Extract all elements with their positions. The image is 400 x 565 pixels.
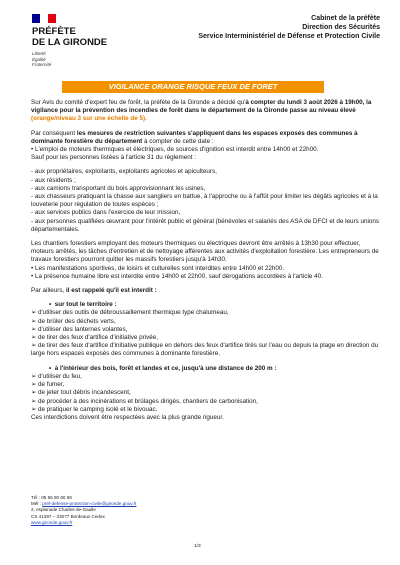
territory-item: ➢ de tirer des feux d'artifice d'initiative privée, <box>31 334 159 342</box>
prefecture-logo <box>32 14 112 68</box>
flag-white-stripe <box>40 14 48 23</box>
footer-address-1: 2, esplanade Charles-de-Gaulle <box>31 507 96 513</box>
footer-website-link[interactable]: www.gironde.gouv.fr <box>31 519 73 525</box>
flag-red-stripe <box>48 14 56 23</box>
vigilance-level-text: (orange/niveau 3 sur une échelle de 5) <box>31 115 146 123</box>
reminder-line <box>31 287 381 295</box>
intro-paragraph <box>31 99 381 124</box>
header-cabinet: Cabinet de la préfète <box>311 15 380 22</box>
notice-body <box>31 99 381 422</box>
exception-item: - aux services publics dans l'exercice de leur mission, <box>31 209 181 217</box>
presence-rule: • La présence humaine libre est interdite entre 14h00 et 22h00, sauf dérogations accordées à l'article 40. <box>31 272 323 280</box>
consequence-paragraph <box>31 130 381 146</box>
territory-item: ➢ d'utiliser des lanternes volantes, <box>31 325 128 333</box>
intro-end: . <box>145 115 147 123</box>
footer-mel-label: Mél : <box>31 501 43 507</box>
intro-text: Sur Avis du comité d'expert feu de forêt, la préfète de la Gironde a décidé qu' <box>31 99 246 106</box>
exceptions-intro: Sauf pour les personnes listées à l'article 31 du règlement : <box>31 154 197 162</box>
worksites-paragraph: Les chantiers forestiers employant des moteurs thermiques ou électriques devront être arrêtés à 13h30 pour effectuer, moteurs arrêtés, les tâches d'entretien et de nettoyage afférentes aux activités d'exploitation forestière. Les entrepreneurs de travaux forestiers pourront quitter les massifs forestiers jusqu'à 14h30. <box>31 240 379 264</box>
forest-item: ➢ de fumer, <box>31 381 65 389</box>
footer-tel: Tél : 05 56 90 60 69 <box>31 495 72 500</box>
closing-line: Ces interdictions doivent être respectées avec la plus grande rigueur. <box>31 413 224 421</box>
consequence-bold: les mesures de restriction suivantes s'appliquent dans les espaces exposés des communes à dominante forestière du département <box>31 129 358 145</box>
forest-item: ➢ d'utiliser du feu, <box>31 372 82 380</box>
forest-heading: • à l'intérieur des bois, forêt et landes et ce, jusqu'à une distance de 200 m : <box>49 364 277 372</box>
territory-item: ➢ de tirer des feux d'artifice d'initiative publique en dehors des feux d'artifice tirés sur l'eau ou depuis la plage en direction du large hors espaces exposés des communes à dominante forestière. <box>31 342 379 358</box>
exception-item: - aux résidents ; <box>31 176 76 184</box>
flag-blue-stripe <box>32 14 40 23</box>
forest-item: ➢ de pratiquer le camping isolé et le bivouac. <box>31 405 158 413</box>
consequence-start: Par conséquent <box>31 129 77 137</box>
logo-line-1: PRÉFÈTE <box>32 26 76 37</box>
logo-line-2: DE LA GIRONDE <box>32 37 108 48</box>
reminder-bold: il est rappelé qu'il est interdit : <box>66 287 157 295</box>
contact-footer <box>31 495 331 526</box>
header-direction: Direction des Sécurités <box>302 24 380 31</box>
header-service: Service Interministériel de Défense et Protection Civile <box>198 33 380 40</box>
intro-bold-text: à compter du lundi 3 août 2026 à 19h00, la vigilance pour la prévention des incendies de forêt dans le département de la Gironde passe au niveau élevé <box>31 99 372 115</box>
motto-fraternite: Fraternité <box>32 62 52 67</box>
consequence-end: à compter de cette date : <box>142 137 214 145</box>
footer-address-2: CS 41397 – 33077 Bordeaux Cedex <box>31 513 105 519</box>
reminder-start: Par ailleurs, <box>31 287 66 295</box>
forest-heading-text: à l'intérieur des bois, forêt et landes et ce, jusqu'à une distance de 200 m : <box>54 364 277 372</box>
territory-heading: • sur tout le territoire : <box>49 301 117 309</box>
exception-item: - aux propriétaires, exploitants, exploitants agricoles et apiculteurs, <box>31 168 217 176</box>
territory-heading-text: sur tout le territoire : <box>54 301 117 309</box>
motto-egalite: Égalité <box>32 56 46 62</box>
marianne-flag-icon <box>32 14 56 23</box>
forest-item: ➢ de jeter tout débris incandescent, <box>31 389 131 397</box>
motto-liberte: Liberté <box>32 51 46 56</box>
vigilance-banner: VIGILANCE ORANGE RISQUE FEUX DE FORET <box>62 81 324 93</box>
republic-motto <box>32 51 112 68</box>
engines-rule: • L'emploi de moteurs thermiques et électriques, de sources d'ignition est interdit entre 14h00 et 22h00. <box>31 146 319 154</box>
territory-item: ➢ d'utiliser des outils de débroussaillement thermique type chalumeau, <box>31 309 229 317</box>
exception-item: - aux camions transportant du bois approvisionnant les usines, <box>31 184 206 192</box>
forest-item: ➢ de procéder à des incinérations et brûlages dirigés, chantiers de carbonisation, <box>31 397 258 405</box>
footer-email-link[interactable]: pref-defense-protection-civile@gironde.gouv.fr <box>42 501 137 507</box>
exception-item: - aux personnes qualifiées œuvrant pour l'intérêt public et général (bénévoles et salariés des ASA de DFCI et de leurs unions départementales. <box>31 217 380 233</box>
page-number: 1/3 <box>194 544 201 549</box>
exception-item: - aux chasseurs pratiquant la chasse aux sangliers en battue, à l'approche ou à l'affût pour limiter les dégâts agricoles et à la louveterie pour régulation de toutes espèces ; <box>31 193 378 209</box>
events-rule: • Les manifestations sportives, de loisirs et culturelles sont interdites entre 14h00 et 22h00. <box>31 264 285 272</box>
issuing-service-header <box>150 14 380 41</box>
territory-item: ➢ de brûler des déchets verts, <box>31 317 116 325</box>
